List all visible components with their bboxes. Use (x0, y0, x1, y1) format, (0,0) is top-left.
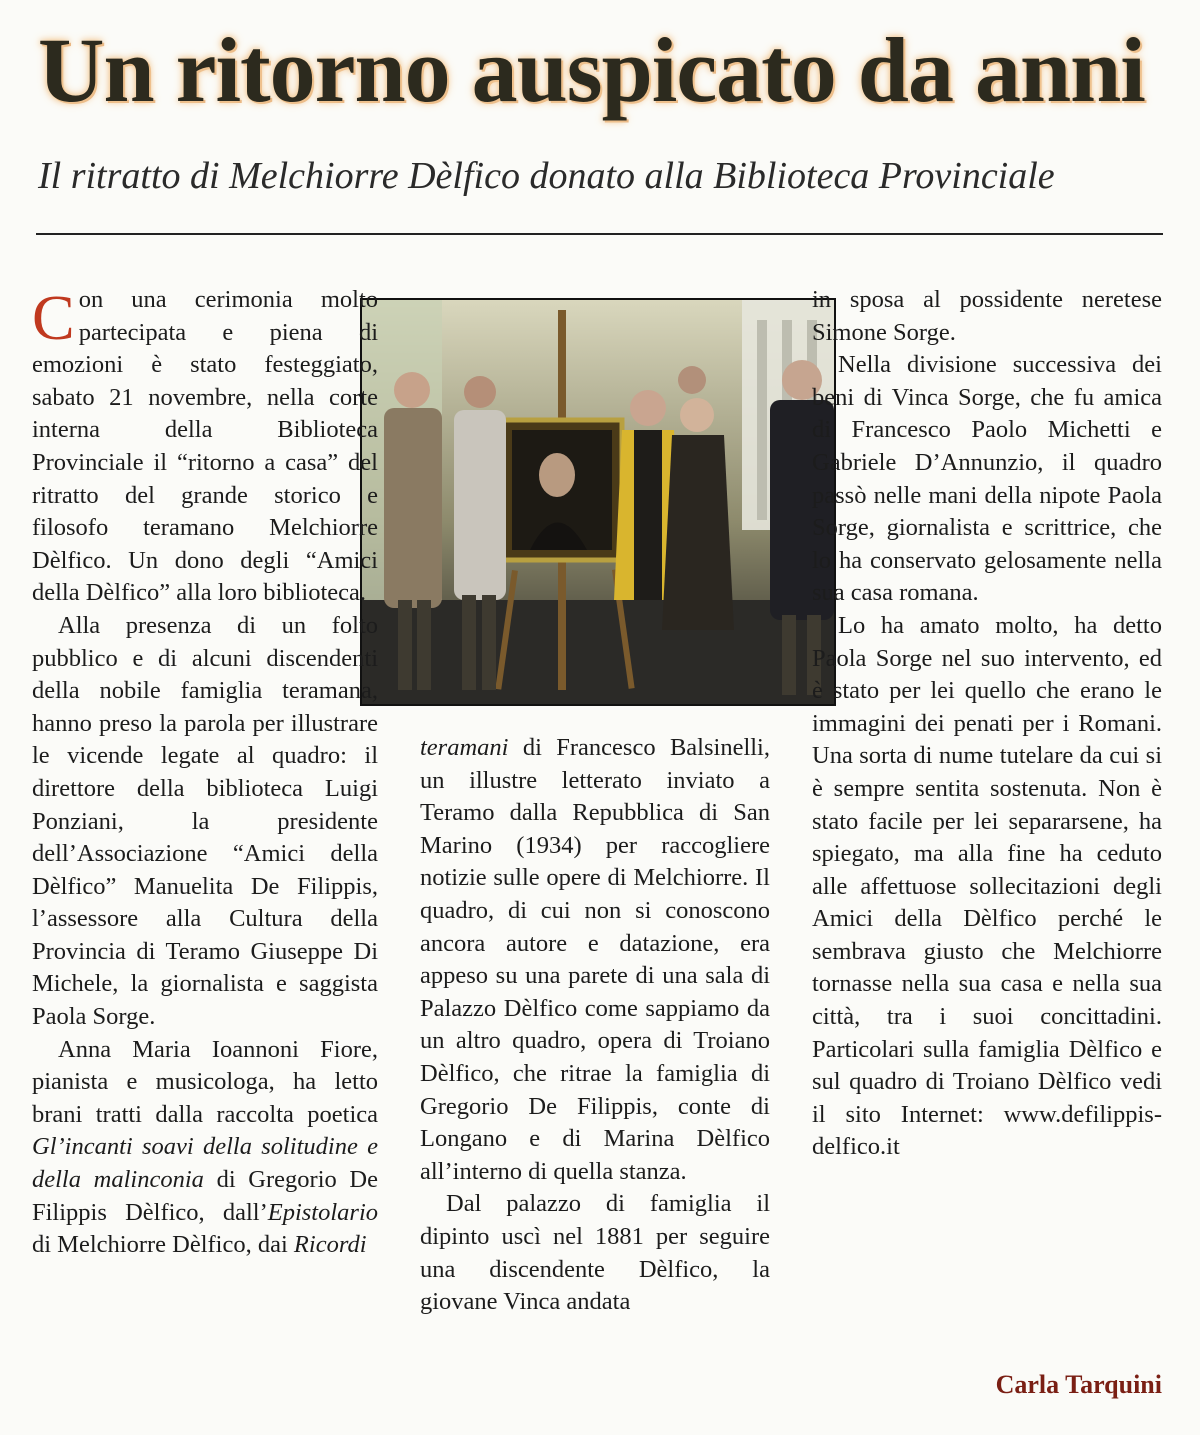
paragraph-3-text-c: di Gregorio De Filippis Dèlfico, dall’ (32, 1166, 378, 1226)
paragraph-2: Alla presenza di un folto pubblico e di alcuni discendenti della nobile famiglia teramana, hanno preso la parola per illustrare le vicende legate al quadro: il direttore della biblioteca Luigi Ponziani, la presidente dell’Associazione “Amici della Dèlfico” Manuelita De Filippis, l’assessore alla Cultura della Provincia di Teramo Giuseppe Di Michele, la giornalista e saggista Paola Sorge. (32, 611, 378, 1031)
paragraph-3-italic-title: Gl’incanti soavi della solitudine e della malinconia (32, 1133, 378, 1194)
title-divider (36, 233, 1163, 235)
paragraph-1-lead: on una cerimonia molto partecipata e piena di emozioni è stato festeggiato, sabato 21 novembre, nella corte interna della Biblioteca (32, 286, 378, 444)
paragraph-3-text-a: Anna Maria Ioannoni Fiore, pianista e musicologa, ha letto brani tratti dalla raccolta poetica (32, 1035, 378, 1128)
paragraph-1 (32, 284, 378, 610)
paragraph-4 (420, 732, 770, 1188)
paragraph-3-text-e: di Melchiorre Dèlfico, dai (32, 1231, 294, 1259)
article-title: Un ritorno auspicato da anni (38, 19, 1145, 121)
column-right (812, 284, 1162, 1164)
paragraph-4-italic: teramani (420, 734, 509, 761)
ceremony-photo-illustration (362, 300, 834, 704)
drop-cap: C (32, 282, 75, 353)
paragraph-4-text: di Francesco Balsinelli, un illustre letterato inviato a Teramo dalla Repubblica di San Marino (1934) per raccogliere notizie sulle opere di Melchiorre. Il quadro, di cui non si conoscono ancora autore e datazione, era appeso su una parete di una sala di Palazzo Dèlfico come sappiamo da un altro quadro, opera di Troiano Dèlfico, che ritrae la famiglia di Gregorio De Filippis, conte di Longano e di Marina Dèlfico all’interno di quella stanza. (420, 734, 770, 1185)
paragraph-6: in sposa al possidente neretese Simone Sorge. (812, 286, 1162, 346)
author-byline: Carla Tarquini (995, 1370, 1162, 1399)
ceremony-photo (360, 298, 836, 706)
paragraph-5: Dal palazzo di famiglia il dipinto uscì nel 1881 per seguire una discendente Dèlfico, la giovane Vinca andata (420, 1190, 770, 1316)
column-middle (420, 732, 770, 1319)
paragraph-3-italic-epistolario: Epistolario (267, 1198, 378, 1226)
paragraph-3 (32, 1034, 378, 1262)
paragraph-7: Nella divisione successiva dei beni di Vinca Sorge, che fu amica di Francesco Paolo Michetti e Gabriele D’Annunzio, il quadro passò nelle mani della nipote Paola Sorge, giornalista e scrittrice, che lo ha conservato gelosamente nella sua casa romana. (812, 351, 1162, 607)
paragraph-8: Lo ha amato molto, ha detto Paola Sorge nel suo intervento, ed è stato per lei quello che erano le immagini dei penati per i Romani. Una sorta di nume tutelare da cui si è sempre sentita sostenuta. Non è stato facile per lei separarsene, ha spiegato, ma alla fine ha ceduto alle affettuose sollecitazioni degli Amici della Dèlfico perché le sembrava giusto che Melchiorre tornasse nella sua casa e nella sua città, tra i suoi concittadini. Particolari sulla famiglia Dèlfico e sul quadro di Troiano Dèlfico vedi il sito Internet: www.defilippis-delfico.it (812, 611, 1162, 1161)
paragraph-1-rest: Provinciale il “ritorno a casa” del ritratto del grande storico e filosofo teramano Melchiorre Dèlfico. Un dono degli “Amici della Dèlfico” alla loro biblioteca. (32, 448, 378, 607)
column-left (32, 284, 378, 1262)
article-subtitle: Il ritratto di Melchiorre Dèlfico donato alla Biblioteca Provinciale (38, 155, 1055, 197)
paragraph-3-italic-ricordi: Ricordi (293, 1231, 367, 1259)
